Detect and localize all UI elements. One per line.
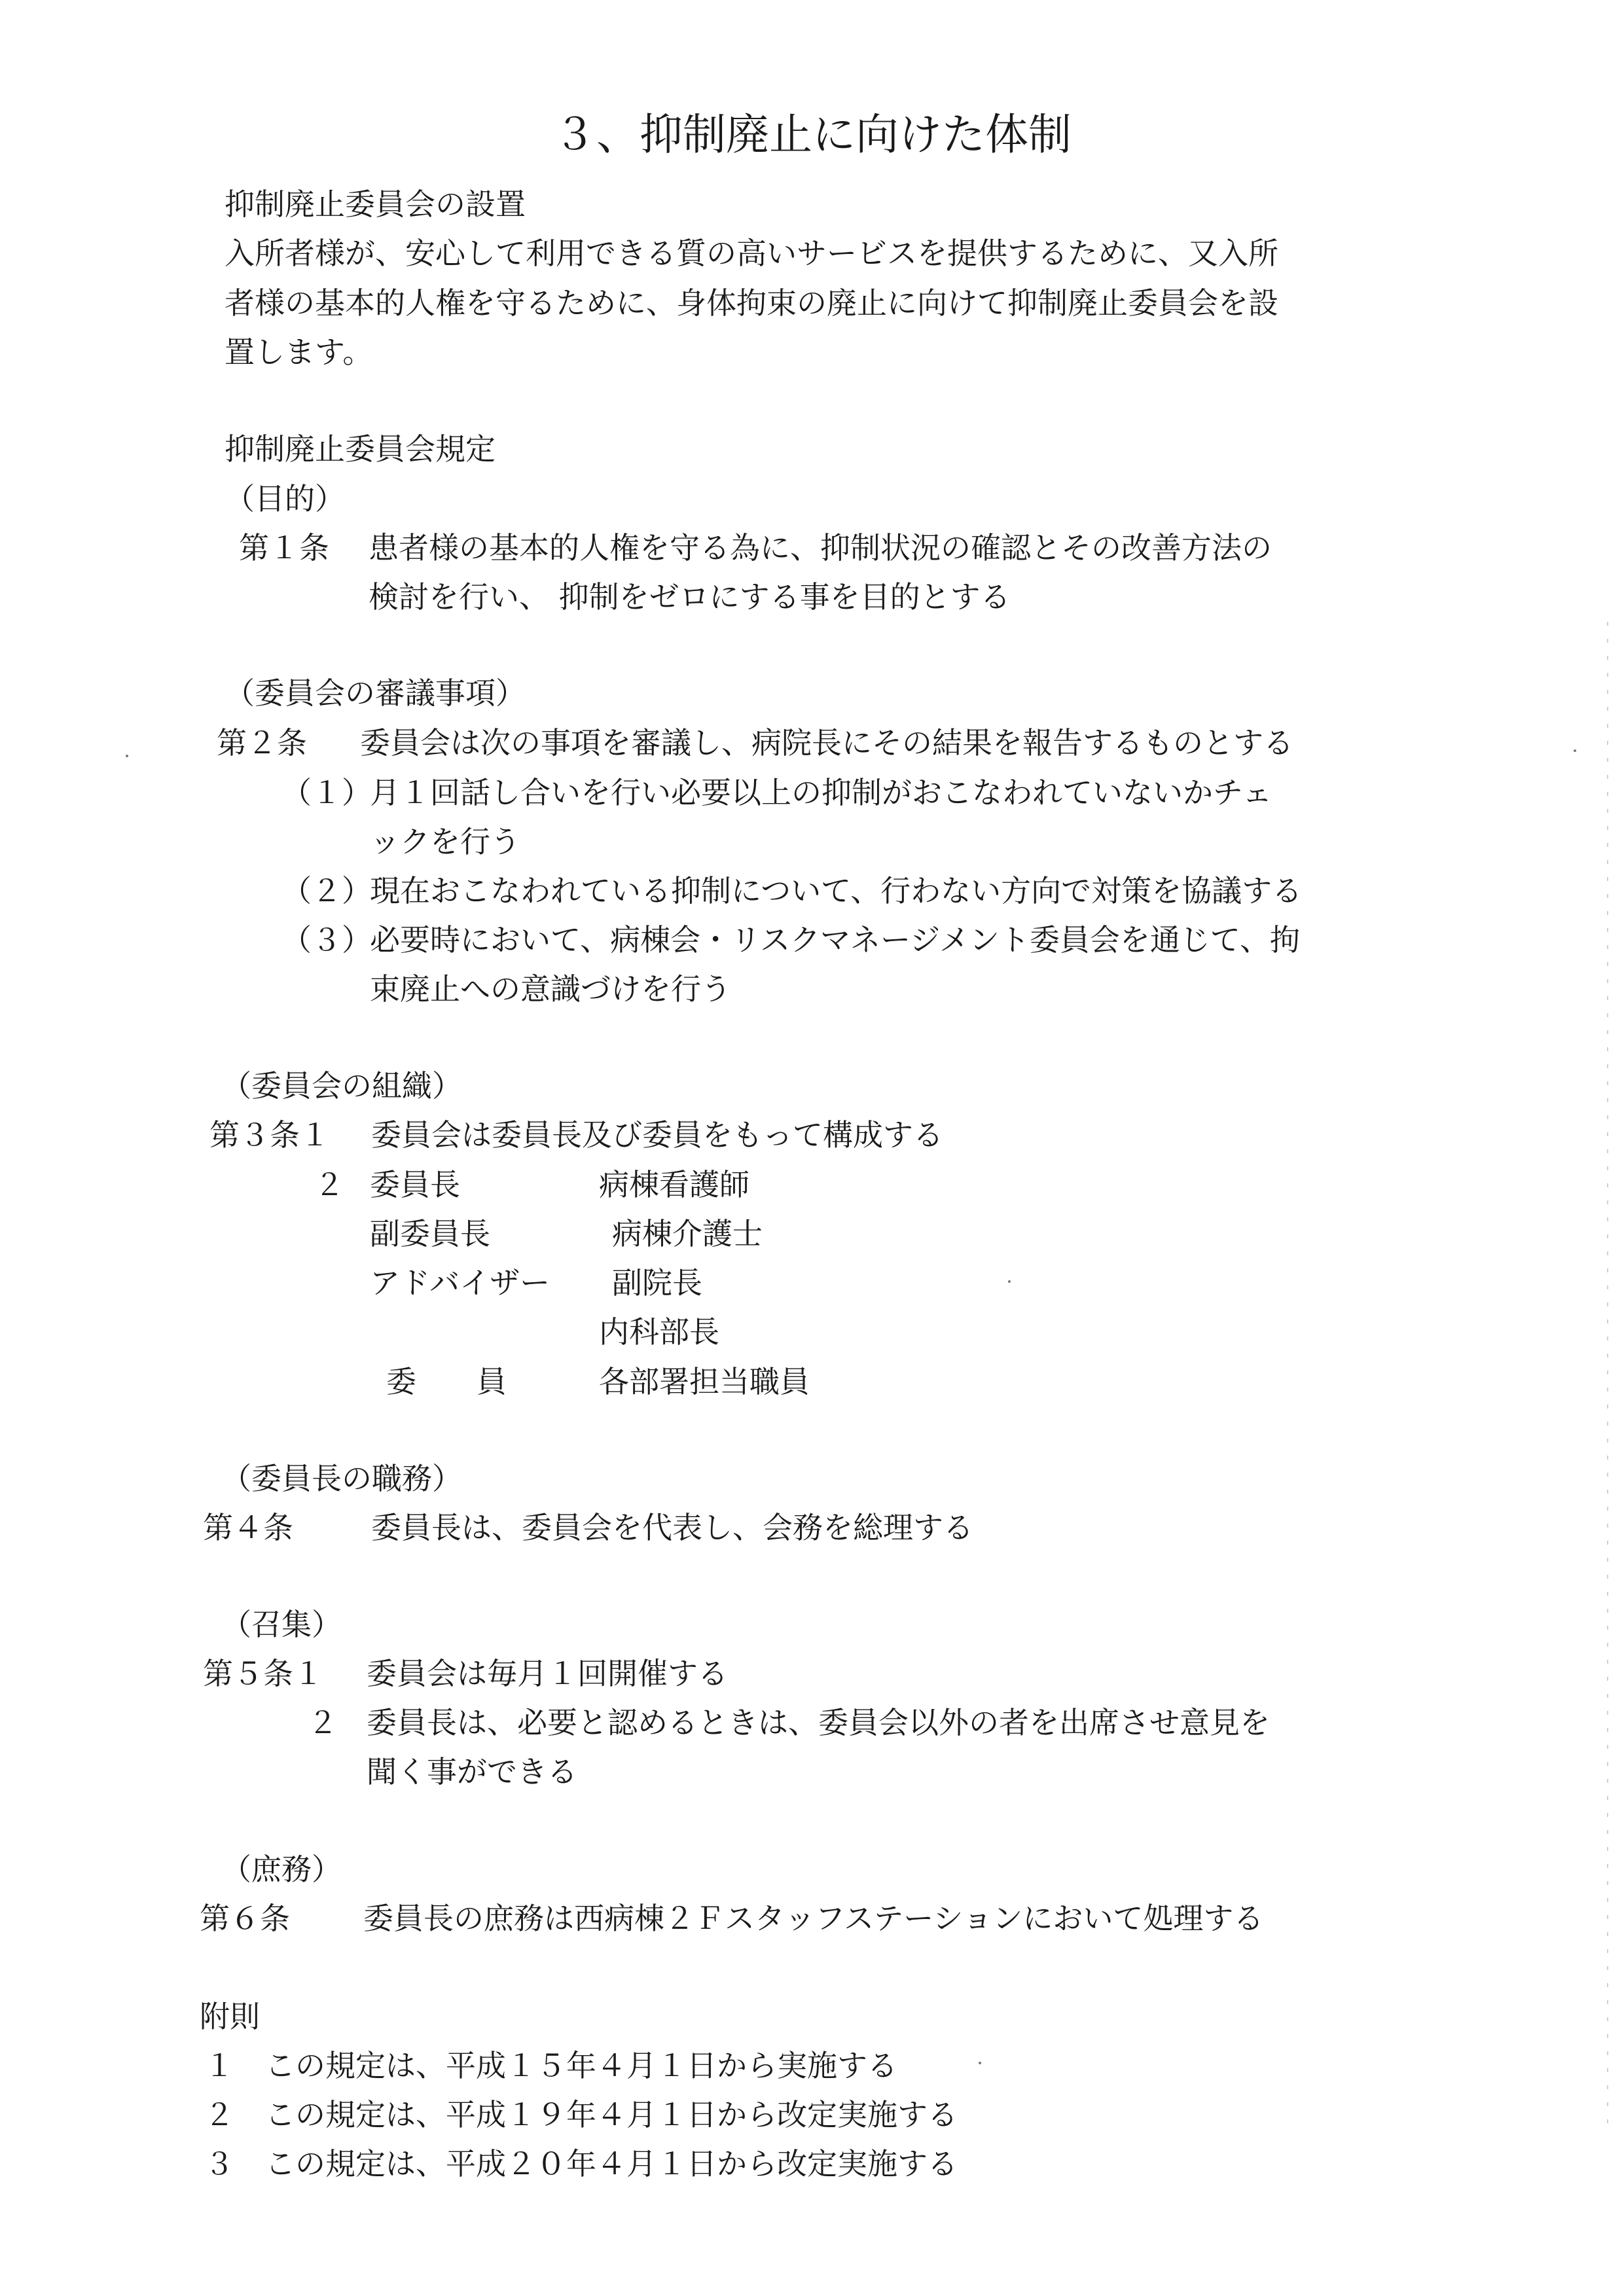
- setup-paragraph-line: 入所者様が、安心して利用できる質の高いサービスを提供するために、又入所: [225, 236, 1278, 271]
- list-item-text: 月１回話し合いを行い必要以上の抑制がおこなわれていないかチェ: [370, 775, 1272, 810]
- article-5-item-2-text: 委員長は、必要と認めるときは、委員会以外の者を出席させ意見を: [367, 1705, 1270, 1740]
- article-1-text: 患者様の基本的人権を守る為に、抑制状況の確認とその改善方法の: [369, 530, 1272, 565]
- role-member: 内科部長: [599, 1314, 719, 1350]
- setup-paragraph-line: 置します。: [225, 334, 373, 370]
- article-5-text: 委員会は毎月１回開催する: [367, 1656, 728, 1691]
- rules-heading: 抑制廃止委員会規定: [225, 431, 496, 467]
- supplementary-item-number: ３: [204, 2146, 234, 2181]
- scan-speck: [126, 755, 128, 757]
- article-3-heading: （委員会の組織）: [221, 1068, 462, 1103]
- article-1-label: 第１条: [239, 530, 329, 565]
- role-name: 委員長: [370, 1167, 460, 1202]
- article-4-label: 第４条: [203, 1510, 293, 1545]
- article-5-item-2-text: 聞く事ができる: [367, 1754, 577, 1789]
- list-item-text: 束廃止への意識づけを行う: [370, 971, 731, 1007]
- article-2-label: 第２条: [217, 725, 307, 761]
- page-title: ３、抑制廃止に向けた体制: [553, 109, 1072, 160]
- role-name: アドバイザー: [370, 1265, 550, 1300]
- article-3-item-2-number: ２: [314, 1167, 344, 1202]
- article-2-text: 委員会は次の事項を審議し、病院長にその結果を報告するものとする: [360, 725, 1293, 761]
- article-5-label: 第５条１: [203, 1656, 323, 1691]
- article-6-heading: （庶務）: [221, 1852, 342, 1887]
- list-item-number: （２）: [281, 873, 372, 908]
- setup-paragraph-line: 者様の基本的人権を守るために、身体拘束の廃止に向けて抑制廃止委員会を設: [225, 285, 1278, 321]
- article-5-heading: （召集）: [221, 1607, 342, 1642]
- article-2-heading: （委員会の審議事項）: [225, 675, 526, 711]
- article-1-text: 検討を行い、 抑制をゼロにする事を目的とする: [369, 579, 1011, 615]
- list-item-number: （１）: [281, 775, 372, 810]
- article-4-heading: （委員長の職務）: [221, 1461, 462, 1496]
- scan-speck: [1574, 749, 1576, 752]
- role-member: 病棟看護師: [599, 1167, 749, 1202]
- article-5-item-2-number: ２: [308, 1705, 338, 1740]
- article-3-text: 委員会は委員長及び委員をもって構成する: [371, 1117, 943, 1153]
- role-member: 副院長: [612, 1265, 702, 1300]
- section-heading-setup: 抑制廃止委員会の設置: [225, 187, 526, 222]
- supplementary-item-text: この規定は、平成１５年４月１日から実施する: [265, 2048, 897, 2083]
- supplementary-item-number: １: [204, 2048, 234, 2083]
- article-3-label: 第３条１: [209, 1117, 330, 1153]
- article-1-heading: （目的）: [225, 481, 345, 516]
- role-member: 病棟介護士: [612, 1216, 763, 1251]
- role-name: 委 員: [386, 1364, 507, 1399]
- article-6-text: 委員長の庶務は西病棟２Ｆスタッフステーションにおいて処理する: [363, 1901, 1264, 1936]
- article-4-text: 委員長は、委員会を代表し、会務を総理する: [371, 1510, 973, 1545]
- list-item-number: （３）: [281, 922, 372, 958]
- scan-edge-artifact: [1607, 622, 1608, 2127]
- list-item-text: ックを行う: [370, 824, 520, 859]
- role-name: 副委員長: [370, 1216, 490, 1251]
- list-item-text: 必要時において、病棟会・リスクマネージメント委員会を通じて、拘: [370, 922, 1300, 958]
- supplementary-item-text: この規定は、平成１９年４月１日から改定実施する: [265, 2097, 958, 2132]
- scan-speck: [979, 2062, 981, 2064]
- role-member: 各部署担当職員: [599, 1364, 810, 1399]
- supplementary-heading: 附則: [200, 1999, 260, 2034]
- scan-speck: [1008, 1280, 1011, 1283]
- list-item-text: 現在おこなわれている抑制について、行わない方向で対策を協議する: [370, 873, 1303, 908]
- supplementary-item-number: ２: [204, 2097, 234, 2132]
- supplementary-item-text: この規定は、平成２０年４月１日から改定実施する: [265, 2146, 958, 2181]
- article-6-label: 第６条: [200, 1901, 290, 1936]
